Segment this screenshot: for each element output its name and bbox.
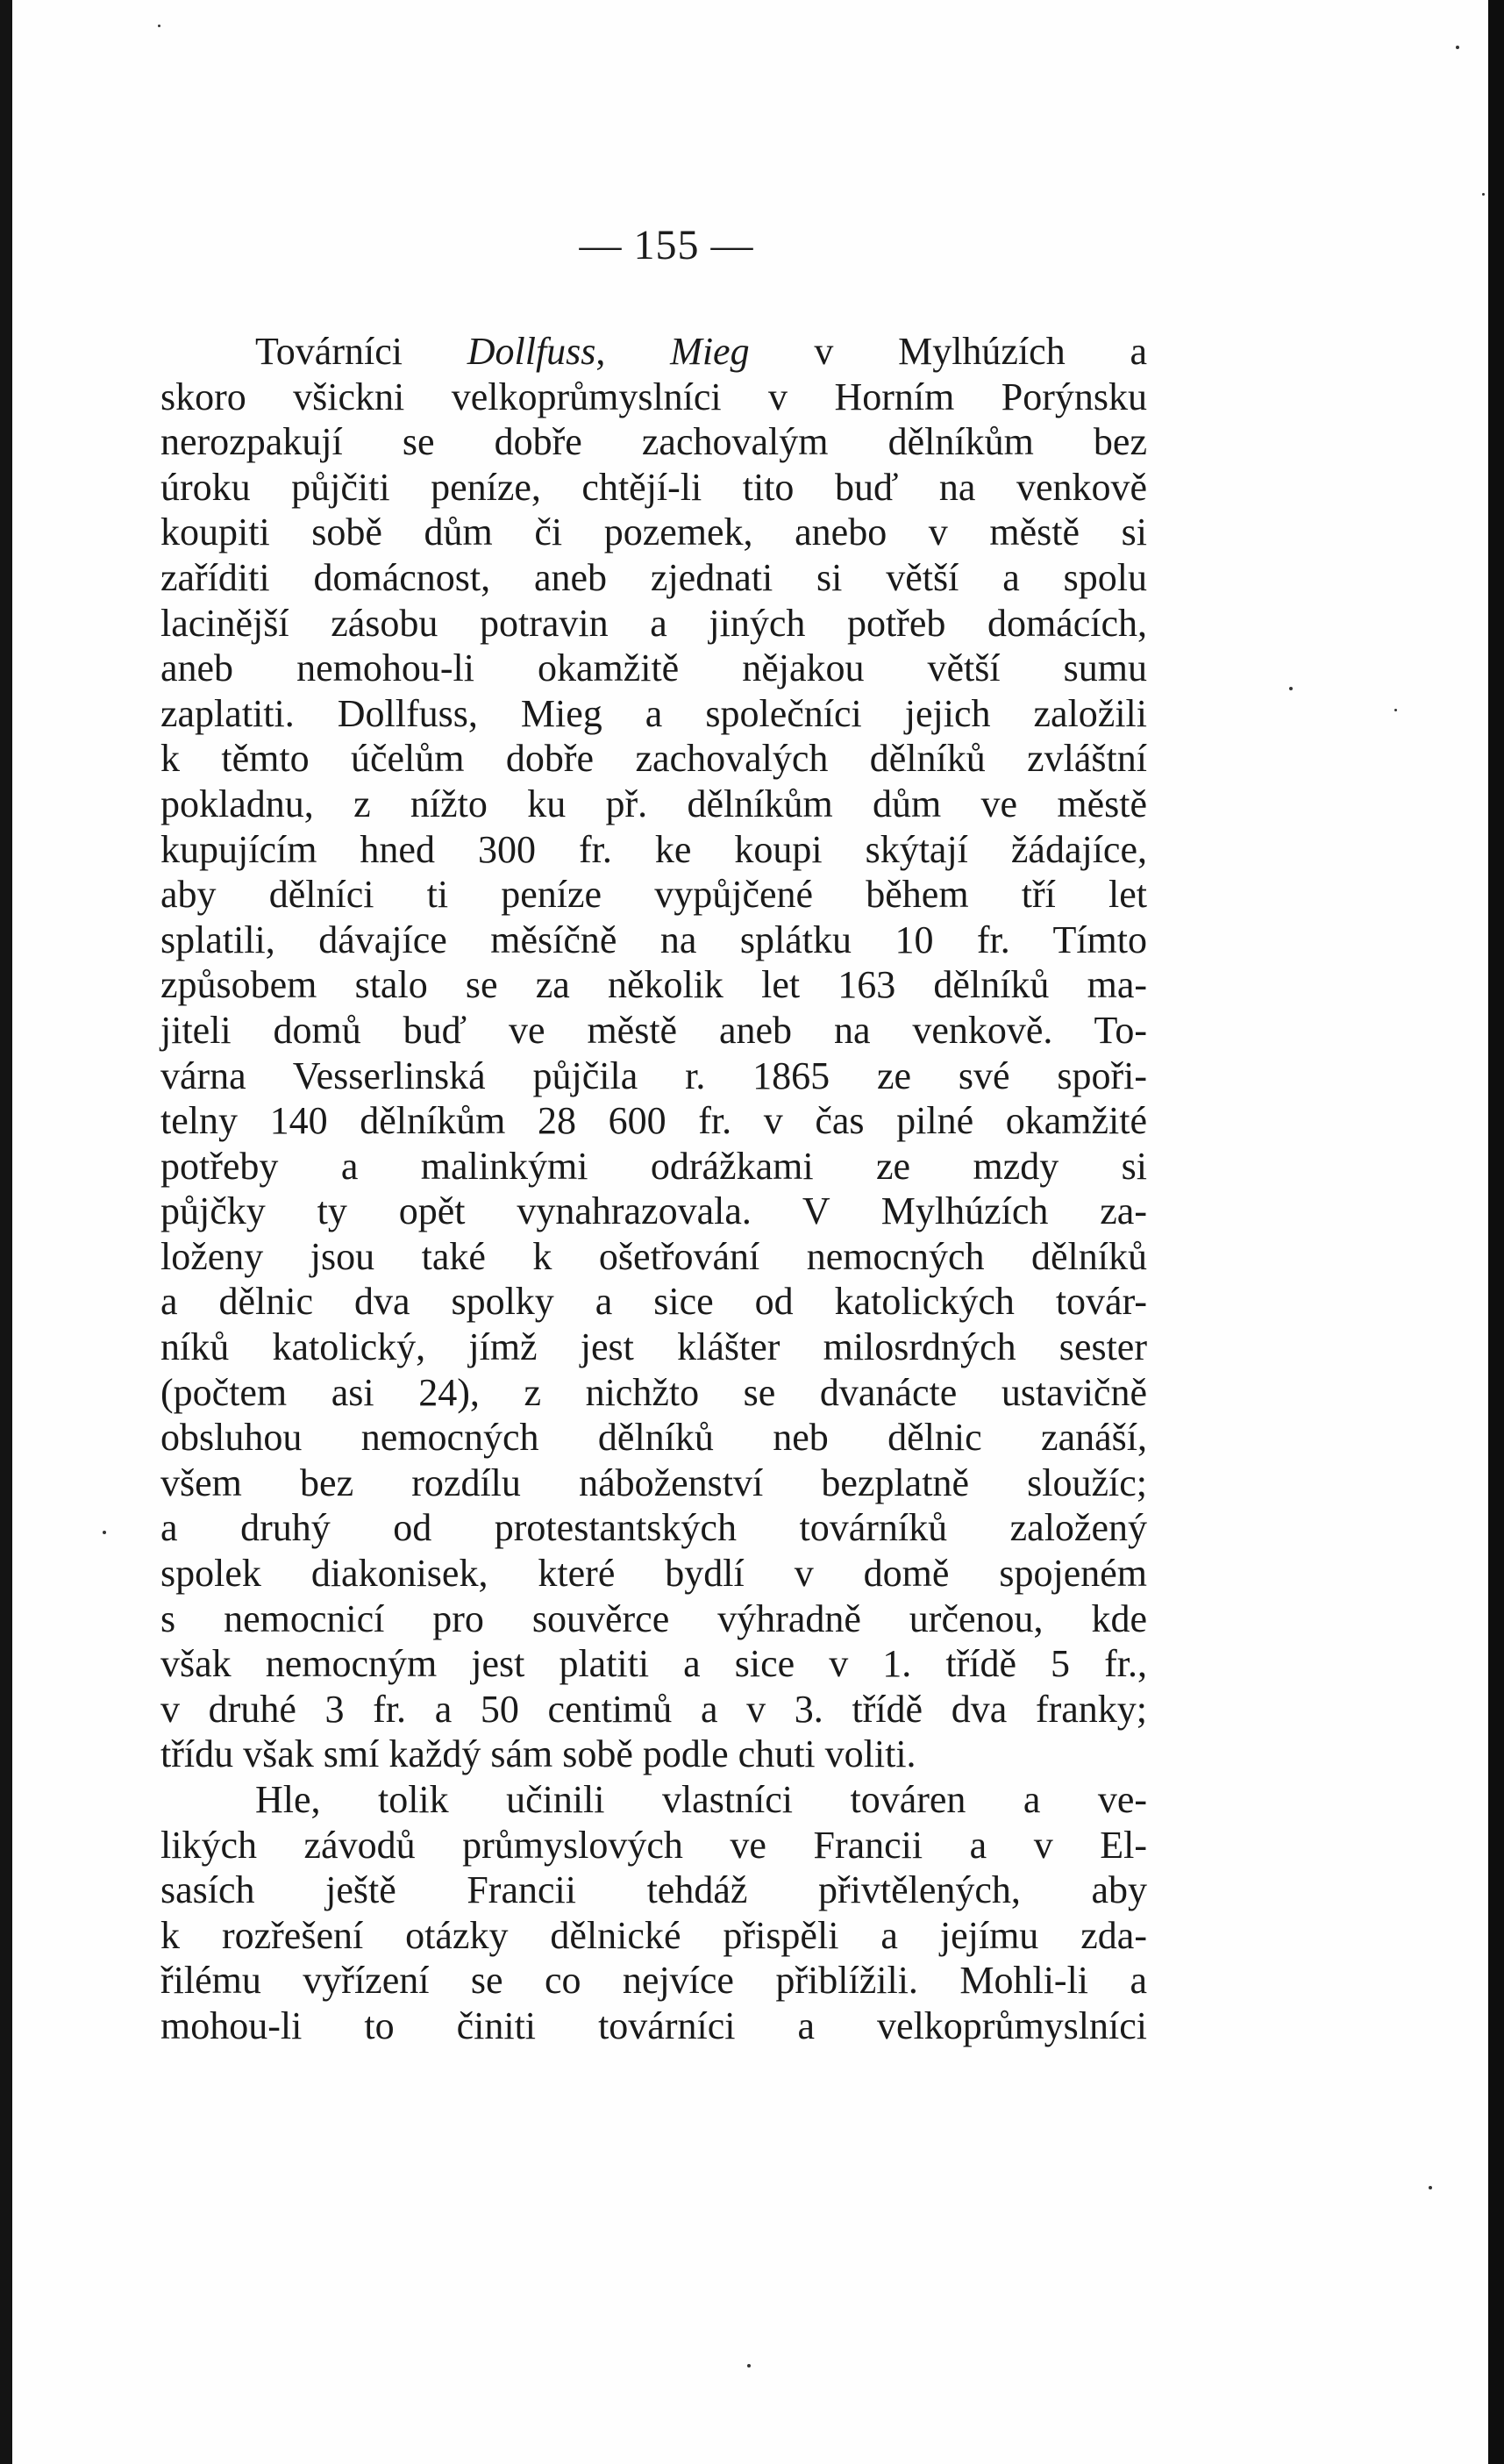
- page-number: — 155 —: [579, 222, 754, 268]
- ink-speck: [1394, 709, 1397, 711]
- text-segment: Továrníci: [255, 330, 403, 373]
- text-line: splatili, dávajíce měsíčně na splátku 10 fr. Tímto: [160, 918, 1147, 961]
- text-line: várna Vesserlinská půjčila r. 1865 ze své spoři-: [160, 1053, 1147, 1097]
- text-line: lacinější zásobu potravin a jiných potřeb domácích,: [160, 601, 1147, 645]
- text-line: k těmto účelům dobře zachovalých dělníků zvláštní: [160, 737, 1147, 781]
- text-line: obsluhou nemocných dělníků neb dělnic zanáší,: [160, 1416, 1147, 1460]
- ink-speck: [158, 25, 160, 27]
- ink-speck: [747, 2364, 751, 2368]
- text-line: půjčky ty opět vynahrazovala. V Mylhúzích za-: [160, 1189, 1147, 1233]
- ink-speck: [1482, 193, 1485, 196]
- text-line: níků katolický, jímž jest klášter milosrdných sester: [160, 1325, 1147, 1369]
- text-line: v druhé 3 fr. a 50 centimů a v 3. třídě dva franky;: [160, 1687, 1147, 1731]
- text-line: nerozpakují se dobře zachovalým dělníkům bez: [160, 420, 1147, 464]
- text-line: likých závodů průmyslových ve Francii a v El-: [160, 1823, 1147, 1867]
- text-segment: [750, 330, 815, 373]
- text-line: (počtem asi 24), z nichžto se dvanácte ustavičně: [160, 1370, 1147, 1414]
- italic-name: Mieg: [670, 330, 750, 373]
- ink-speck: [103, 1531, 106, 1534]
- text-line: aby dělníci ti peníze vypůjčené během tří let: [160, 873, 1147, 917]
- text-line: však nemocným jest platiti a sice v 1. třídě 5 fr.,: [160, 1642, 1147, 1686]
- text-line: pokladnu, z nížto ku př. dělníkům dům ve městě: [160, 782, 1147, 825]
- text-line: loženy jsou také k ošetřování nemocných dělníků: [160, 1234, 1147, 1278]
- right-binding-edge: [1488, 0, 1504, 2464]
- text-line: spolek diakonisek, které bydlí v domě spojeném: [160, 1552, 1147, 1596]
- text-line: zaříditi domácnost, aneb zjednati si větší a spolu: [160, 555, 1147, 599]
- text-line: k rozřešení otázky dělnické přispěli a jejímu zda-: [160, 1913, 1147, 1957]
- text-line: třídu však smí každý sám sobě podle chuti voliti.: [160, 1732, 916, 1776]
- ink-speck: [1456, 46, 1459, 49]
- text-line: kupujícím hned 300 fr. ke koupi skýtají žádajíce,: [160, 827, 1147, 871]
- text-line: a druhý od protestantských továrníků založený: [160, 1506, 1147, 1550]
- text-line: a dělnic dva spolky a sice od katolických továr-: [160, 1280, 1147, 1324]
- text-line: zaplatiti. Dollfuss, Mieg a společníci jejich založili: [160, 691, 1147, 735]
- text-line: s nemocnicí pro souvěrce výhradně určenou, kde: [160, 1596, 1147, 1640]
- text-line: potřeby a malinkými odrážkami ze mzdy si: [160, 1144, 1147, 1188]
- text-line: mohou-li to činiti továrníci a velkoprůmyslníci: [160, 2003, 1147, 2047]
- text-line: všem bez rozdílu náboženství bezplatně sloužíc;: [160, 1461, 1147, 1504]
- italic-name: Dollfuss: [467, 330, 596, 373]
- text-segment: ,: [595, 330, 671, 373]
- ink-speck: [1289, 687, 1293, 690]
- text-line: telny 140 dělníkům 28 600 fr. v čas pilné okamžité: [160, 1099, 1147, 1143]
- text-line: Hle, tolik učinili vlastníci továren a ve-: [255, 1778, 1147, 1821]
- text-line: [160, 329, 1147, 375]
- ink-speck: [1429, 2186, 1432, 2189]
- text-line: řilému vyřízení se co nejvíce přiblížili. Mohli-li a: [160, 1959, 1147, 2003]
- text-line: aneb nemohou-li okamžitě nějakou větší sumu: [160, 646, 1147, 690]
- text-line: koupiti sobě dům či pozemek, anebo v městě si: [160, 511, 1147, 554]
- text-segment: v Mylhúzích a: [814, 330, 1147, 373]
- text-line: jiteli domů buď ve městě aneb na venkově. To-: [160, 1008, 1147, 1052]
- left-binding-edge: [0, 0, 12, 2464]
- text-line: sasích ještě Francii tehdáž přivtělených, aby: [160, 1868, 1147, 1912]
- body-text: [160, 329, 1147, 2049]
- text-line: úroku půjčiti peníze, chtějí-li tito buď na venkově: [160, 465, 1147, 509]
- text-line: způsobem stalo se za několik let 163 dělníků ma-: [160, 963, 1147, 1007]
- text-line: skoro všickni velkoprůmyslníci v Horním Porýnsku: [160, 375, 1147, 418]
